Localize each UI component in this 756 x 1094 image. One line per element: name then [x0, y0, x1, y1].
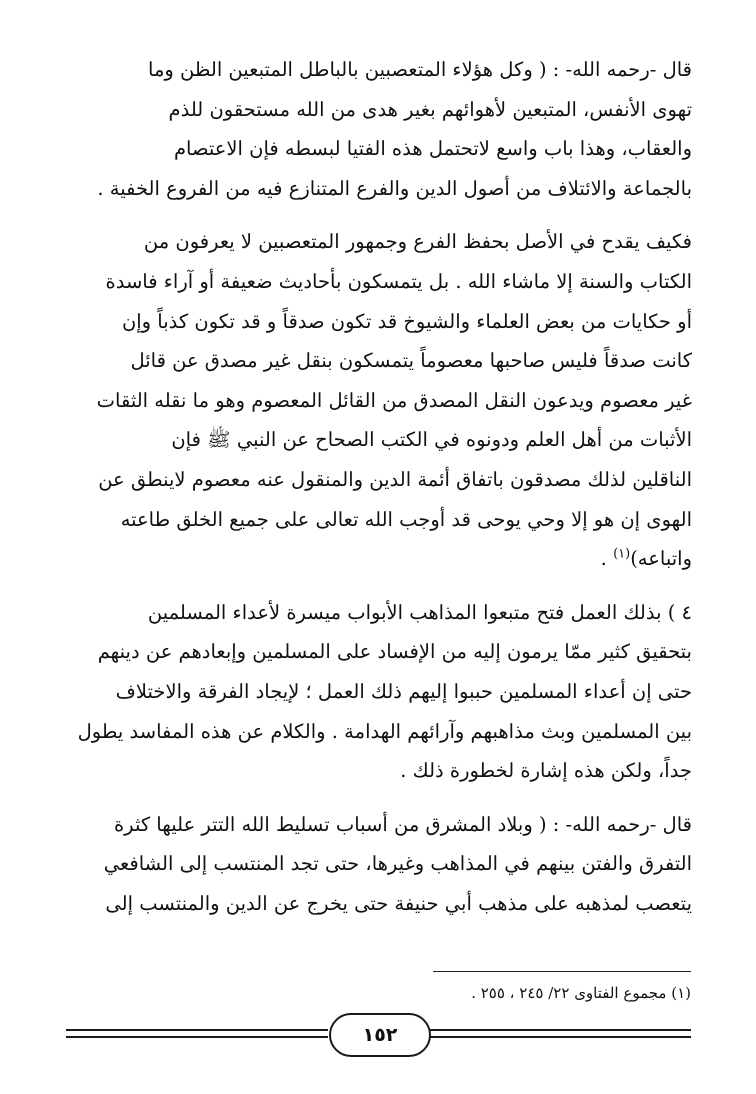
- last-line-text: واتباعه): [630, 547, 692, 571]
- text-line: بالجماعة والائتلاف من أصول الدين والفرع المتنازع فيه من الفروع الخفية .: [97, 176, 692, 200]
- text-line: التفرق والفتن بينهم في المذاهب وغيرها، حتى تجد المنتسب إلى الشافعي: [103, 852, 692, 876]
- text-line: الهوى إن هو إلا وحي يوحى قد أوجب الله تعالى على جميع الخلق طاعته: [120, 507, 692, 531]
- footer-rule: [66, 1029, 328, 1031]
- text-line-last: [66, 539, 692, 579]
- footer-rule: [429, 1036, 691, 1038]
- text-line: حتى إن أعداء المسلمين حببوا إليهم ذلك العمل ؛ لإيجاد الفرقة والاختلاف: [115, 679, 692, 703]
- paragraph: [66, 222, 692, 578]
- text-line: تهوى الأنفس، المتبعين لأهوائهم بغير هدى من الله مستحقون للذم: [168, 97, 692, 121]
- body-text: [66, 50, 692, 923]
- text-line: قال -رحمه الله- : ( وكل هؤلاء المتعصبين بالباطل المتبعين الظن وما: [148, 58, 692, 81]
- text-line: جداً، ولكن هذه إشارة لخطورة ذلك .: [400, 759, 692, 783]
- text-line: أو حكايات من بعض العلماء والشيوخ قد تكون صدقاً و قد تكون كذباً وإن: [121, 309, 692, 333]
- paragraph: [66, 593, 692, 791]
- footer-rule: [66, 1036, 328, 1038]
- paragraph: [66, 805, 692, 924]
- text-line: قال -رحمه الله- : ( وبلاد المشرق من أسباب تسليط الله التتر عليها كثرة: [113, 812, 692, 836]
- page-number: ١٥٢: [362, 1024, 398, 1046]
- footnote: (١) مجموع الفتاوى ٢٢/ ٢٤٥ ، ٢٥٥ .: [471, 984, 691, 1002]
- paragraph: [66, 50, 692, 208]
- end-mark: .: [600, 547, 607, 571]
- text-line: يتعصب لمذهبه على مذهب أبي حنيفة حتى يخرج عن الدين والمنتسب إلى: [105, 891, 692, 915]
- text-line: غير معصوم ويدعون النقل المصدق من القائل المعصوم وهو ما نقله الثقات: [96, 388, 692, 412]
- footnote-separator: [433, 971, 691, 972]
- text-line: بتحقيق كثير ممّا يرمون إليه من الإفساد على المسلمين وإبعادهم عن دينهم: [97, 640, 692, 664]
- footer-rule: [429, 1029, 691, 1031]
- text-line: فكيف يقدح في الأصل بحفظ الفرع وجمهور المتعصبين لا يعرفون من: [143, 230, 692, 254]
- text-line: كانت صدقاً فليس صاحبها معصوماً يتمسكون بنقل غير مصدق عن قائل: [130, 349, 692, 373]
- text-line: والعقاب، وهذا باب واسع لاتحتمل هذه الفتيا لبسطه فإن الاعتصام: [173, 137, 692, 161]
- text-line: الناقلين لذلك مصدقون باتفاق أئمة الدين والمنقول عنه معصوم لاينطق عن: [98, 467, 692, 491]
- page-number-badge: [329, 1013, 431, 1057]
- text-line: ٤ ) بذلك العمل فتح متبعوا المذاهب الأبواب ميسرة لأعداء المسلمين: [147, 600, 692, 624]
- text-line: الأثبات من أهل العلم ودونوه في الكتب الصحاح عن النبي ﷺ فإن: [171, 428, 692, 452]
- footnote-reference[interactable]: (١): [613, 546, 631, 562]
- text-line: الكتاب والسنة إلا ماشاء الله . بل يتمسكون بأحاديث ضعيفة أو آراء فاسدة: [105, 269, 692, 293]
- text-line: بين المسلمين وبث مذاهبهم وآرائهم الهدامة . والكلام عن هذه المفاسد يطول: [77, 719, 692, 743]
